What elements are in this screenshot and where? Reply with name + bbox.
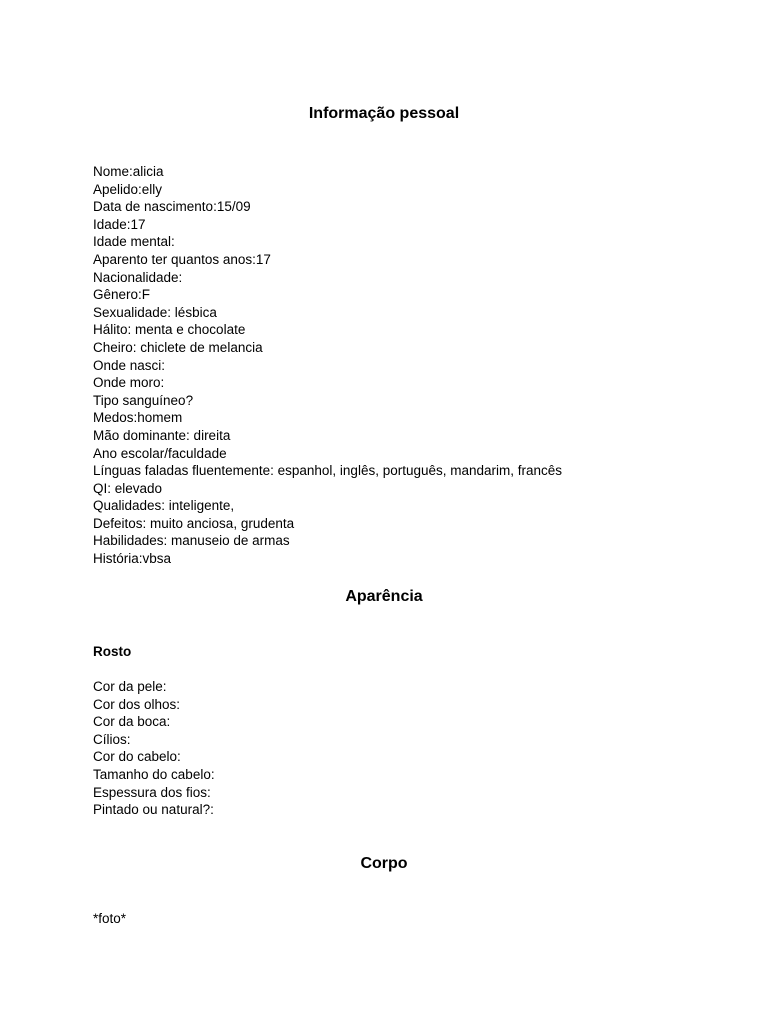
face-info-list: [93, 678, 215, 819]
personal-info-line: História:vbsa: [93, 551, 172, 567]
personal-info-line: Defeitos: muito anciosa, grudenta: [93, 515, 295, 531]
personal-info-title: Informação pessoal: [308, 105, 460, 122]
face-info-line: Cor da boca:: [93, 714, 171, 730]
personal-info-line: Nacionalidade:: [93, 269, 183, 285]
personal-info-line: Hálito: menta e chocolate: [93, 322, 246, 338]
personal-info-line: Onde moro:: [93, 375, 165, 391]
face-info-line: Cor da pele:: [93, 679, 167, 694]
personal-info-line: Ano escolar/faculdade: [93, 445, 227, 461]
face-info-line: Cílios:: [93, 731, 131, 747]
face-info-line: Espessura dos fios:: [93, 784, 211, 800]
personal-info-line: Sexualidade: lésbica: [93, 304, 217, 320]
personal-info-line: Medos:homem: [93, 410, 183, 426]
appearance-title: Aparência: [345, 588, 423, 605]
personal-info-line: Habilidades: manuseio de armas: [93, 533, 290, 549]
personal-info-line: Nome:alicia: [93, 164, 164, 179]
personal-info-list: [93, 163, 562, 568]
body-title: Corpo: [360, 855, 408, 872]
personal-info-line: Línguas faladas fluentemente: espanhol, inglês, português, mandarim, francês: [93, 463, 563, 479]
body-photo-placeholder: *foto*: [93, 911, 127, 926]
personal-info-line: Idade:17: [93, 216, 146, 232]
personal-info-line: Aparento ter quantos anos:17: [93, 251, 271, 267]
face-subtitle: Rosto: [93, 644, 132, 659]
face-info-line: Pintado ou natural?:: [93, 802, 214, 818]
personal-info-line: Apelido:elly: [93, 181, 163, 197]
personal-info-line: Tipo sanguíneo?: [93, 392, 194, 408]
face-info-line: Cor do cabelo:: [93, 749, 181, 765]
personal-info-line: Mão dominante: direita: [93, 427, 231, 443]
personal-info-line: QI: elevado: [93, 480, 163, 496]
personal-info-line: Cheiro: chiclete de melancia: [93, 339, 263, 355]
personal-info-line: Idade mental:: [93, 234, 175, 250]
face-info-line: Tamanho do cabelo:: [93, 766, 215, 782]
personal-info-line: Gênero:F: [93, 287, 151, 303]
personal-info-line: Qualidades: inteligente,: [93, 498, 235, 514]
face-info-line: Cor dos olhos:: [93, 696, 181, 712]
personal-info-line: Onde nasci:: [93, 357, 166, 373]
personal-info-line: Data de nascimento:15/09: [93, 199, 251, 215]
